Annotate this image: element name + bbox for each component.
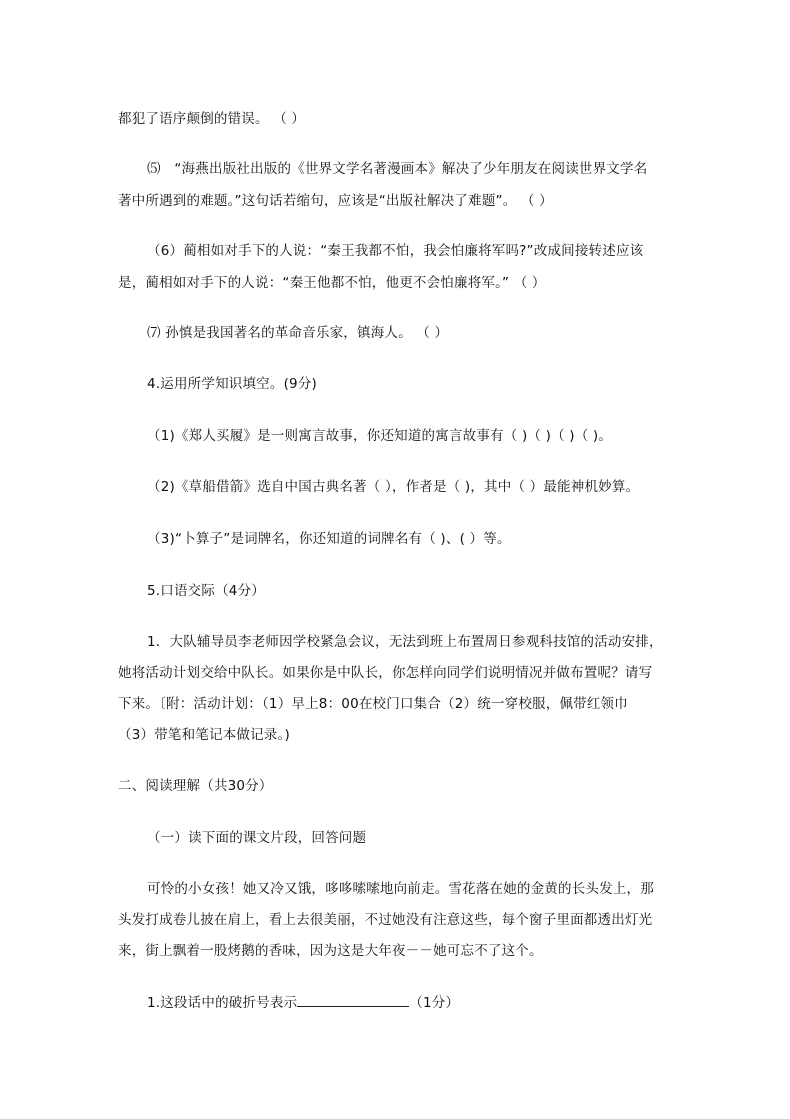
section-heading: 4.运用所学知识填空。(9分) — [147, 376, 318, 392]
text-line: 头发打成卷儿披在肩上，看上去很美丽，不过她没有注意这些，每个窗子里面都透出灯光 — [118, 912, 653, 928]
text-line: （3）带笔和笔记本做记录。) — [118, 727, 290, 743]
subsection-heading: （一）读下面的课文片段，回答问题 — [147, 830, 367, 846]
section-heading: 二、阅读理解（共30分） — [118, 778, 273, 794]
text-line: （6）蔺相如对手下的人说：“秦王我都不怕，我会怕廉将军吗?”改成间接转述应该 — [147, 243, 644, 259]
text-line: ⑸ “海燕出版社出版的《世界文学名著漫画本》解决了少年朋友在阅读世界文学名 — [147, 161, 648, 177]
text-line: 可怜的小女孩！她又冷又饿，哆哆嗦嗦地向前走。雪花落在她的金黄的长头发上，那 — [147, 881, 654, 897]
answer-blank[interactable] — [297, 994, 409, 1007]
text-line: 都犯了语序颠倒的错误。 （ ） — [118, 111, 306, 127]
text-line: 是，蔺相如对手下的人说：“秦王他都不怕，他更不会怕廉将军。” （ ） — [118, 275, 546, 291]
text-line: 著中所遇到的难题。”这句话若缩句，应该是“出版社解决了难题”。 （ ） — [118, 193, 553, 209]
question-line — [147, 993, 459, 1013]
section-heading: 5.口语交际（4分） — [147, 583, 265, 599]
text-line: （3)“卜算子”是词牌名，你还知道的词牌名有（ )、( ）等。 — [147, 531, 511, 547]
text-line: （1)《郑人买履》是一则寓言故事，你还知道的寓言故事有（ )（ )（ )（ )。 — [147, 428, 613, 444]
text-line: （2)《草船借箭》选自中国古典名著（ ），作者是（ )，其中（ ）最能神机妙算。 — [147, 479, 640, 495]
text-line: 她将活动计划交给中队长。如果你是中队长，你怎样向同学们说明情况并做布置呢？请写 — [118, 665, 653, 681]
text-line: 1．大队辅导员李老师因学校紧急会议，无法到班上布置周日参观科技馆的活动安排， — [147, 634, 663, 650]
text-line: 来，街上飘着一股烤鹅的香味，因为这是大年夜－－她可忘不了这个。 — [118, 943, 543, 959]
text-line: ⑺ 孙慎是我国著名的革命音乐家，镇海人。 （ ） — [147, 325, 449, 341]
text-line: 下来。〔附：活动计划：（1）早上8：00在校门口集合（2）统一穿校服，佩带红领巾 — [118, 696, 628, 712]
question-score: （1分） — [409, 995, 460, 1011]
question-text: 1.这段话中的破折号表示 — [147, 995, 298, 1011]
